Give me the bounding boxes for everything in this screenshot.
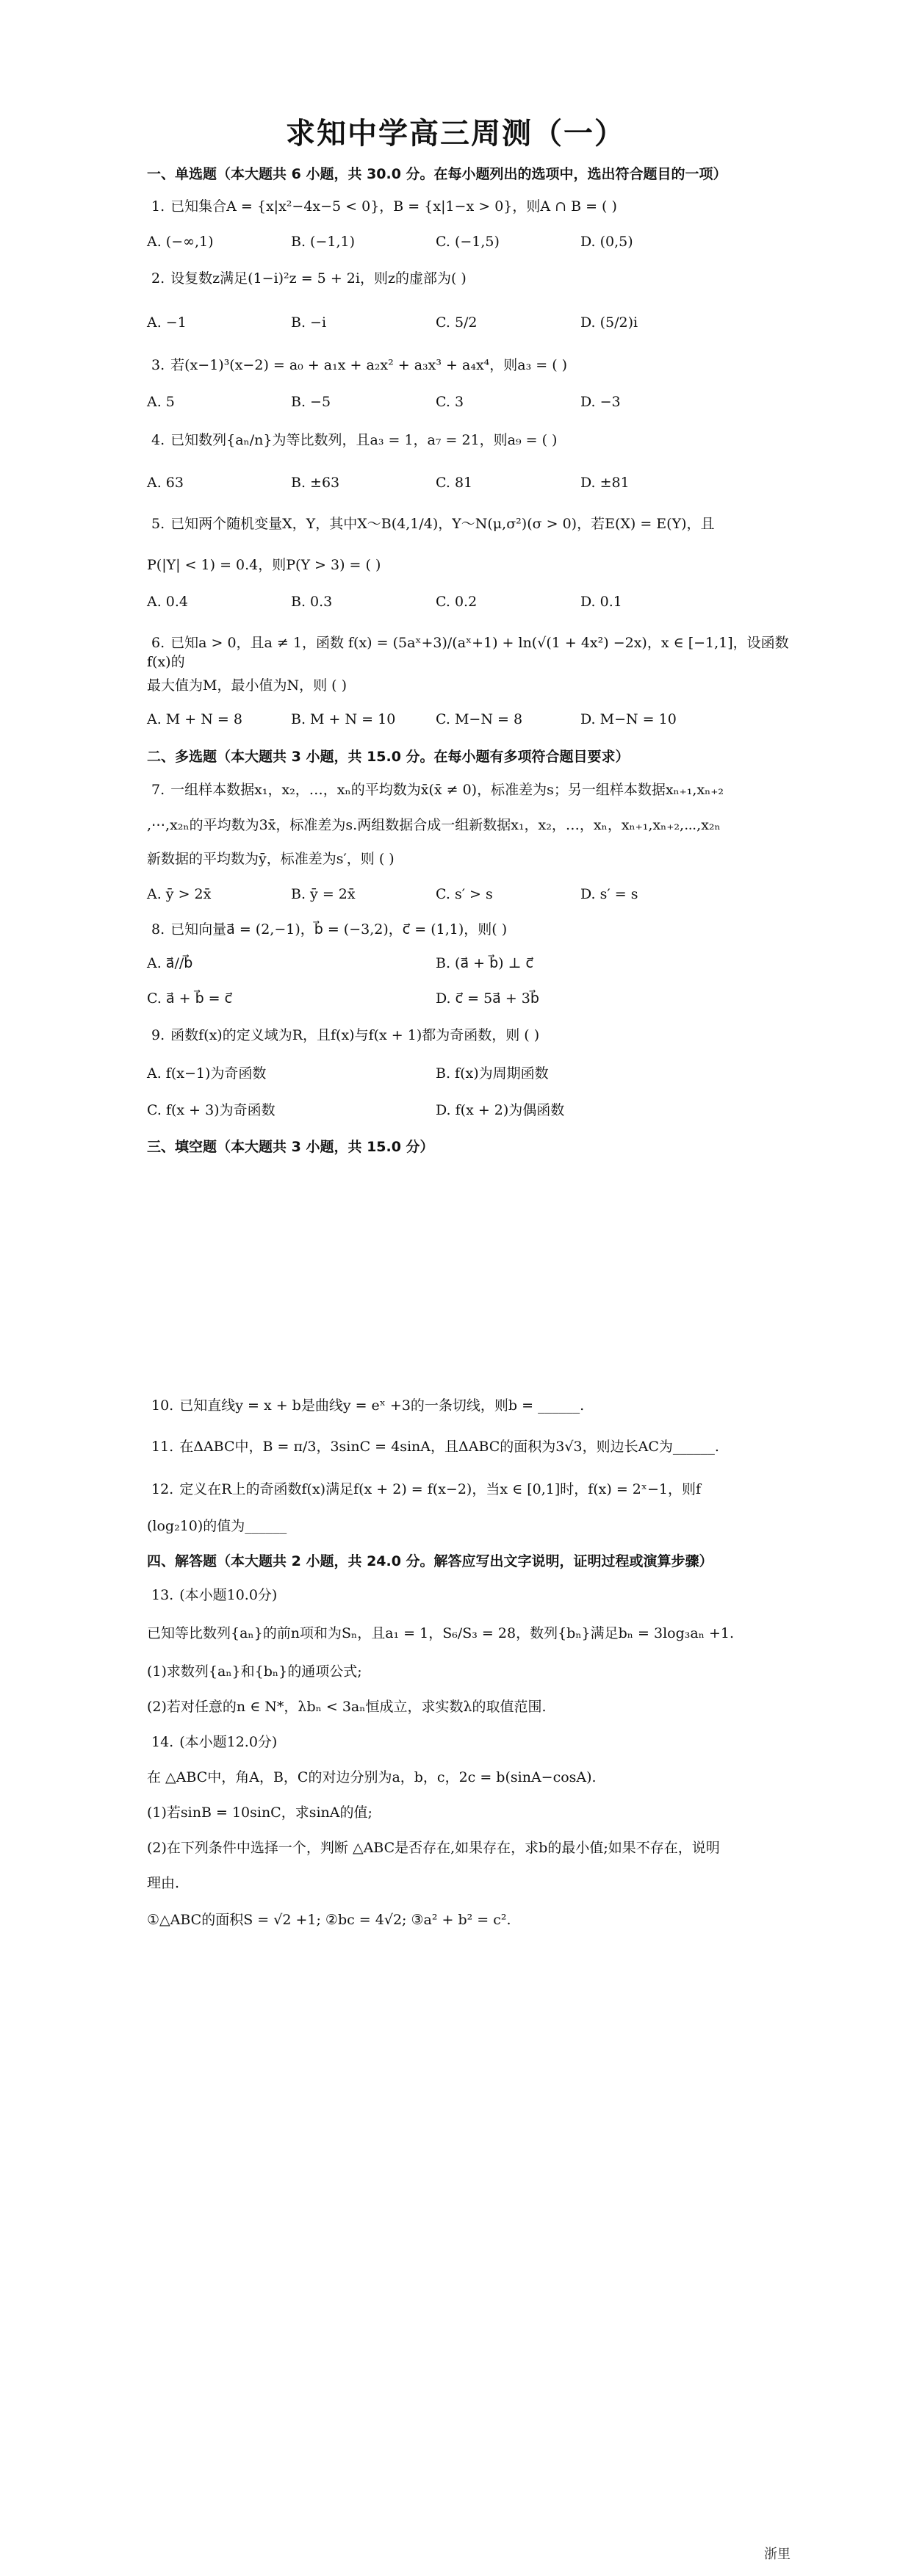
question-number: 12. [151, 1481, 174, 1497]
question-points: (本小题10.0分) [179, 1587, 278, 1603]
question-11 [147, 1437, 793, 1456]
section-single-choice: 一、单选题（本大题共 6 小题，共 30.0 分。在每小题列出的选项中，选出符合题目的一项） [147, 166, 727, 182]
option-a: A. −1 [147, 314, 187, 331]
section-free-response: 四、解答题（本大题共 2 小题，共 24.0 分。解答应写出文字说明，证明过程或演算步骤） [147, 1553, 713, 1569]
question-number: 6. [151, 635, 165, 651]
option-a: A. (−∞,1) [147, 234, 214, 250]
question-1 [147, 197, 793, 216]
question-text: 已知数列{aₙ/n}为等比数列，且a₃ = 1，a₇ = 21，则a₉ = ( ) [170, 432, 558, 448]
question-text: 已知集合A = {x|x²−4x−5 < 0}，B = {x|1−x > 0}，则A ∩ B = ( ) [170, 198, 617, 215]
question-7-line-3: 新数据的平均数为ȳ，标准差为s′，则 ( ) [147, 851, 395, 867]
question-number: 11. [151, 1439, 174, 1455]
option-c: C. s′ > s [436, 886, 493, 902]
question-6-line-2: 最大值为M，最小值为N，则 ( ) [147, 677, 347, 694]
question-14-line-1: 在 △ABC中，角A，B，C的对边分别为a，b，c，2c = b(sinA−cosA). [147, 1769, 597, 1785]
option-b: B. ±63 [291, 475, 340, 491]
option-a: A. a⃗//b⃗ [147, 955, 193, 971]
option-d: D. (5/2)i [580, 314, 638, 331]
question-number: 14. [151, 1734, 174, 1750]
question-number: 3. [151, 357, 165, 373]
exam-title: 求知中学高三周测（一） [286, 117, 625, 151]
option-c: C. f(x + 3)为奇函数 [147, 1102, 276, 1118]
option-c: C. 81 [436, 475, 473, 491]
question-number: 5. [151, 516, 165, 532]
question-8 [147, 920, 793, 939]
option-a: A. 0.4 [147, 594, 189, 610]
question-text: 函数f(x)的定义域为R，且f(x)与f(x + 1)都为奇函数，则 ( ) [170, 1027, 540, 1043]
question-2 [147, 269, 793, 288]
question-4 [147, 431, 793, 450]
question-5-line-2: P(|Y| < 1) = 0.4，则P(Y > 3) = ( ) [147, 557, 381, 573]
question-points: (本小题12.0分) [179, 1734, 278, 1750]
question-text: 定义在R上的奇函数f(x)满足f(x + 2) = f(x−2)，当x ∈ [0,1]时，f(x) = 2ˣ−1，则f [179, 1481, 701, 1497]
option-c: C. a⃗ + b⃗ = c⃗ [147, 990, 233, 1007]
question-9 [147, 1026, 793, 1045]
question-6 [147, 633, 793, 672]
option-d: D. f(x + 2)为偶函数 [436, 1102, 565, 1118]
question-number: 10. [151, 1397, 174, 1414]
question-12-line-2: (log₂10)的值为______ [147, 1518, 287, 1534]
option-a: A. f(x−1)为奇函数 [147, 1065, 267, 1082]
question-13-line-2: (1)求数列{aₙ}和{bₙ}的通项公式; [147, 1663, 362, 1680]
option-b: B. −i [291, 314, 327, 331]
question-14-line-5: ①△ABC的面积S = √2 +1; ②bc = 4√2; ③a² + b² = c². [147, 1912, 511, 1928]
question-text: 已知向量a⃗ = (2,−1)，b⃗ = (−3,2)，c⃗ = (1,1)，则( ) [170, 921, 508, 938]
option-d: D. ±81 [580, 475, 630, 491]
option-a: A. ȳ > 2x̄ [147, 886, 212, 902]
option-b: B. (a⃗ + b⃗) ⊥ c⃗ [436, 955, 533, 971]
option-b: B. (−1,1) [291, 234, 356, 250]
question-number: 1. [151, 198, 165, 215]
question-13-line-3: (2)若对任意的n ∈ N*，λbₙ < 3aₙ恒成立，求实数λ的取值范围. [147, 1699, 547, 1715]
question-14-line-3: (2)在下列条件中选择一个，判断 △ABC是否存在,如果存在，求b的最小值;如果不存在，说明 [147, 1840, 720, 1856]
question-number: 13. [151, 1587, 174, 1603]
option-b: B. 0.3 [291, 594, 333, 610]
question-13 [147, 1586, 793, 1605]
question-13-line-1: 已知等比数列{aₙ}的前n项和为Sₙ，且a₁ = 1，S₆/S₃ = 28，数列{bₙ}满足bₙ = 3log₃aₙ +1. [147, 1625, 735, 1641]
question-text: 设复数z满足(1−i)²z = 5 + 2i，则z的虚部为( ) [170, 270, 467, 287]
option-c: C. (−1,5) [436, 234, 500, 250]
question-text: 在ΔABC中，B = π/3，3sinC = 4sinA，且ΔABC的面积为3√3，则边长AC为______. [179, 1439, 719, 1455]
option-b: B. f(x)为周期函数 [436, 1065, 549, 1082]
question-text: 已知a > 0，且a ≠ 1，函数 f(x) = (5aˣ+3)/(aˣ+1) + ln(√(1 + 4x²) −2x)，x ∈ [−1,1]，设函数f(x)的 [147, 635, 789, 670]
question-7-line-2: ,⋯,x₂ₙ的平均数为3x̄，标准差为s.两组数据合成一组新数据x₁，x₂，…，xₙ，xₙ₊₁,xₙ₊₂,⋯,x₂ₙ [147, 817, 721, 833]
section-multiple-choice: 二、多选题（本大题共 3 小题，共 15.0 分。在每小题有多项符合题目要求） [147, 749, 630, 765]
question-text: 已知直线y = x + b是曲线y = eˣ +3的一条切线，则b = ______. [179, 1397, 585, 1414]
option-c: C. 5/2 [436, 314, 478, 331]
option-a: A. 5 [147, 394, 175, 410]
question-10 [147, 1396, 793, 1415]
option-b: B. M + N = 10 [291, 711, 396, 727]
question-text: 一组样本数据x₁，x₂，…，xₙ的平均数为x̄(x̄ ≠ 0)，标准差为s；另一组样本数据xₙ₊₁,xₙ₊₂ [170, 782, 724, 798]
option-d: D. 0.1 [580, 594, 622, 610]
question-text: 已知两个随机变量X，Y，其中X～B(4,1/4)，Y～N(μ,σ²)(σ > 0)，若E(X) = E(Y)，且 [170, 516, 715, 532]
section-fill-in: 三、填空题（本大题共 3 小题，共 15.0 分） [147, 1139, 434, 1155]
question-text: 若(x−1)³(x−2) = a₀ + a₁x + a₂x² + a₃x³ + a₄x⁴，则a₃ = ( ) [170, 357, 568, 373]
option-d: D. c⃗ = 5a⃗ + 3b⃗ [436, 990, 539, 1007]
question-number: 8. [151, 921, 165, 938]
option-d: D. (0,5) [580, 234, 633, 250]
option-d: D. s′ = s [580, 886, 638, 902]
option-a: A. 63 [147, 475, 184, 491]
question-number: 2. [151, 270, 165, 287]
option-d: D. M−N = 10 [580, 711, 677, 727]
question-14-line-2: (1)若sinB = 10sinC，求sinA的值; [147, 1805, 372, 1821]
page-footer: 浙里 [764, 2547, 791, 2562]
question-number: 7. [151, 782, 165, 798]
option-b: B. ȳ = 2x̄ [291, 886, 356, 902]
option-c: C. 0.2 [436, 594, 478, 610]
question-3 [147, 356, 793, 375]
question-number: 9. [151, 1027, 165, 1043]
question-14-line-4: 理由. [147, 1875, 180, 1891]
option-a: A. M + N = 8 [147, 711, 242, 727]
question-7 [147, 780, 793, 799]
question-14 [147, 1733, 793, 1752]
option-c: C. M−N = 8 [436, 711, 523, 727]
question-12 [147, 1480, 793, 1499]
question-number: 4. [151, 432, 165, 448]
option-b: B. −5 [291, 394, 331, 410]
question-5 [147, 514, 793, 533]
option-d: D. −3 [580, 394, 621, 410]
option-c: C. 3 [436, 394, 464, 410]
